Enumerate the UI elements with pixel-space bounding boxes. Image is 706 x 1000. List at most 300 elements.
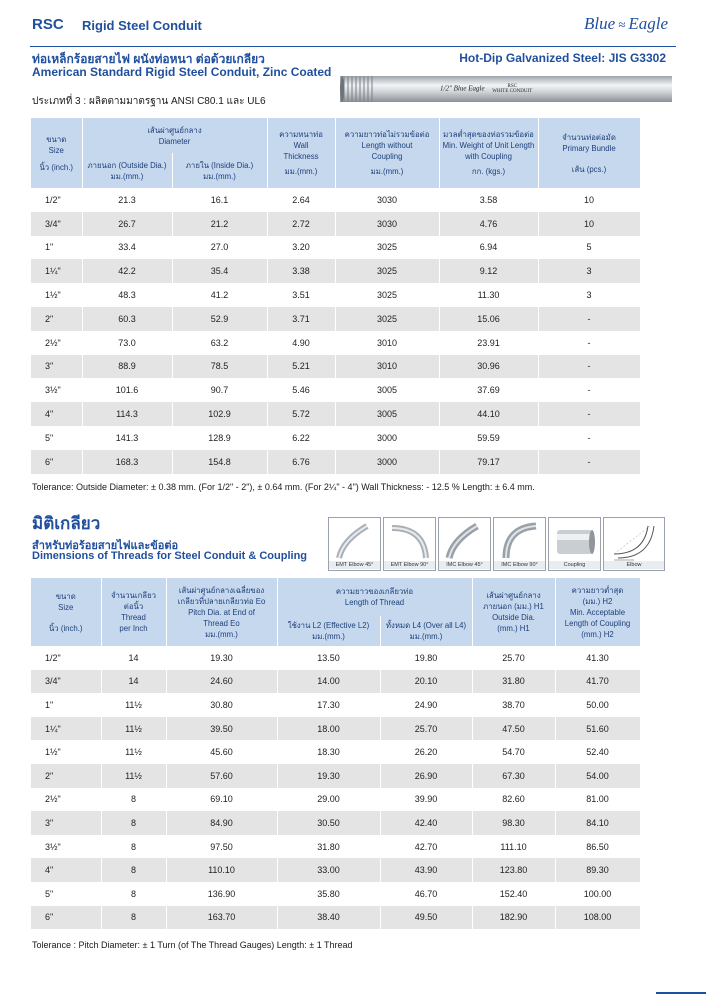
thread-header-pitch <box>166 578 277 646</box>
size-cell: 3/4" <box>31 212 82 236</box>
value-cell: 78.5 <box>172 355 267 379</box>
value-cell: 46.70 <box>380 882 472 906</box>
value-cell: 27.0 <box>172 236 267 260</box>
table-row <box>31 355 640 379</box>
value-cell: 8 <box>101 906 166 930</box>
value-cell: 3 <box>538 259 640 283</box>
table-row <box>31 764 640 788</box>
thread-header-effective-unit: มม.(mm.) <box>312 632 345 641</box>
fitting-emt-elbow-90 <box>383 517 436 571</box>
header-outside-dia-unit: มม.(mm.) <box>110 171 144 181</box>
thread-header-size <box>31 578 101 646</box>
title-thai: ท่อเหล็กร้อยสายไฟ ผนังท่อหนา ต่อด้วยเกลียว <box>32 52 265 66</box>
value-cell: 33.4 <box>82 236 172 260</box>
value-cell: 21.3 <box>82 188 172 212</box>
thread-header-minlen-th2: (มม.) H2 <box>582 596 613 606</box>
value-cell: 8 <box>101 858 166 882</box>
value-cell: 39.90 <box>380 788 472 812</box>
value-cell: 30.50 <box>277 811 380 835</box>
value-cell: 31.80 <box>277 835 380 859</box>
value-cell: - <box>538 307 640 331</box>
value-cell: 11½ <box>101 764 166 788</box>
size-cell: 1/2" <box>31 646 101 670</box>
logo-word-left: Blue <box>584 14 616 33</box>
header-wall-unit: มม.(mm.) <box>284 167 318 176</box>
thread-header-length-th: ความยาวของเกลียวท่อ <box>335 587 414 596</box>
size-cell: 1/2" <box>31 188 82 212</box>
value-cell: 8 <box>101 835 166 859</box>
value-cell: 57.60 <box>166 764 277 788</box>
value-cell: 3000 <box>335 450 439 474</box>
size-cell: 1½" <box>31 740 101 764</box>
size-cell: 2" <box>31 307 82 331</box>
pipe-marking-code-block <box>492 84 532 94</box>
value-cell: 111.10 <box>472 835 555 859</box>
page-corner-mark <box>656 992 706 994</box>
fitting-label: EMT Elbow 90° <box>384 561 435 569</box>
fitting-imc-elbow-45 <box>438 517 491 571</box>
table-row <box>31 717 640 741</box>
thread-tolerance: Tolerance : Pitch Diameter: ± 1 Turn (of The Thread Gauges) Length: ± 1 Thread <box>32 940 353 950</box>
table-row <box>31 740 640 764</box>
thread-header-minlen-th1: ความยาวต่ำสุด <box>571 585 624 595</box>
thread-header-size-unit: นิ้ว (inch.) <box>48 623 83 633</box>
value-cell: 38.40 <box>277 906 380 930</box>
thread-header-minlen-en1: Min. Acceptable <box>569 607 626 617</box>
value-cell: 30.96 <box>439 355 538 379</box>
thread-header-tpi <box>101 578 166 646</box>
header-inside-dia <box>172 153 267 188</box>
fitting-emt-elbow-45 <box>328 517 381 571</box>
value-cell: 42.40 <box>380 811 472 835</box>
value-cell: 18.00 <box>277 717 380 741</box>
elbow-45-icon <box>439 518 490 562</box>
value-cell: 11½ <box>101 717 166 741</box>
thread-header-pitch-en1: Pitch Dia. at End of <box>188 607 255 617</box>
size-cell: 4" <box>31 858 101 882</box>
value-cell: 45.60 <box>166 740 277 764</box>
value-cell: 26.7 <box>82 212 172 236</box>
value-cell: 20.10 <box>380 670 472 694</box>
fitting-coupling <box>548 517 601 571</box>
value-cell: 11½ <box>101 740 166 764</box>
value-cell: 98.30 <box>472 811 555 835</box>
header-wall-en1: Wall <box>293 141 309 150</box>
elbow-diagram-icon <box>604 518 664 562</box>
thread-subtitle-thai: สำหรับท่อร้อยสายไฟและข้อต่อ <box>32 540 179 552</box>
value-cell: 52.40 <box>555 740 640 764</box>
value-cell: 3.58 <box>439 188 538 212</box>
value-cell: 5.72 <box>267 402 335 426</box>
header-inside-dia-unit: มม.(mm.) <box>203 171 236 181</box>
value-cell: 102.9 <box>172 402 267 426</box>
thread-header-pitch-unit: มม.(mm.) <box>205 629 238 639</box>
value-cell: 33.00 <box>277 858 380 882</box>
table-row <box>31 693 640 717</box>
value-cell: 11½ <box>101 693 166 717</box>
value-cell: 128.9 <box>172 426 267 450</box>
thread-header-tpi-en2: per Inch <box>119 624 148 633</box>
value-cell: 25.70 <box>380 717 472 741</box>
value-cell: 67.30 <box>472 764 555 788</box>
value-cell: 63.2 <box>172 331 267 355</box>
fitting-elbow-diagram <box>603 517 665 571</box>
header-weight-en1: Min. Weight of Unit Length <box>442 141 535 150</box>
value-cell: 2.64 <box>267 188 335 212</box>
value-cell: 81.00 <box>555 788 640 812</box>
thread-subtitle-english: Dimensions of Threads for Steel Conduit & Coupling <box>32 550 308 562</box>
value-cell: 3010 <box>335 355 439 379</box>
thread-header-tpi-th1: จำนวนเกลียว <box>110 591 157 600</box>
size-cell: 5" <box>31 426 82 450</box>
thread-header-pitch-en2: Thread Eo <box>203 618 240 628</box>
logo-word-right: Eagle <box>628 14 668 33</box>
thread-section-title: มิติเกลียว <box>32 514 101 533</box>
value-cell: 3.38 <box>267 259 335 283</box>
header-diameter-en: Diameter <box>158 136 191 146</box>
value-cell: 8 <box>101 811 166 835</box>
value-cell: 37.69 <box>439 378 538 402</box>
value-cell: 9.12 <box>439 259 538 283</box>
value-cell: 25.70 <box>472 646 555 670</box>
thread-header-overall <box>380 616 472 646</box>
value-cell: 123.80 <box>472 858 555 882</box>
size-cell: 1½" <box>31 283 82 307</box>
value-cell: 39.50 <box>166 717 277 741</box>
size-cell: 5" <box>31 882 101 906</box>
value-cell: 136.90 <box>166 882 277 906</box>
material-standard: Hot-Dip Galvanized Steel: JIS G3302 <box>459 51 666 65</box>
pipe-marking-desc: WHITE CONDUIT <box>492 89 533 94</box>
pipe-marking <box>440 84 532 94</box>
value-cell: 49.50 <box>380 906 472 930</box>
table-row <box>31 426 640 450</box>
value-cell: 52.9 <box>172 307 267 331</box>
value-cell: 29.00 <box>277 788 380 812</box>
table-row <box>31 858 640 882</box>
thread-header-overall-unit: มม.(mm.) <box>409 632 443 641</box>
value-cell: 97.50 <box>166 835 277 859</box>
header-weight-en2: with Coupling <box>465 152 512 161</box>
product-name: Rigid Steel Conduit <box>82 18 202 33</box>
value-cell: 23.91 <box>439 331 538 355</box>
value-cell: 141.3 <box>82 426 172 450</box>
conduit-spec-table <box>31 118 641 474</box>
value-cell: 5.46 <box>267 378 335 402</box>
value-cell: 69.10 <box>166 788 277 812</box>
header-inside-dia-label: ภายใน (Inside Dia.) <box>185 160 254 170</box>
thread-header-length <box>277 578 472 616</box>
value-cell: 10 <box>538 212 640 236</box>
value-cell: 54.70 <box>472 740 555 764</box>
value-cell: 4.90 <box>267 331 335 355</box>
value-cell: 42.70 <box>380 835 472 859</box>
value-cell: 101.6 <box>82 378 172 402</box>
value-cell: 3025 <box>335 259 439 283</box>
eagle-icon: ≈ <box>618 17 626 32</box>
fittings-gallery <box>328 517 673 571</box>
value-cell: 35.80 <box>277 882 380 906</box>
thread-header-minlen <box>555 578 640 646</box>
table-row <box>31 646 640 670</box>
value-cell: 14 <box>101 646 166 670</box>
value-cell: 84.90 <box>166 811 277 835</box>
size-cell: 1" <box>31 693 101 717</box>
header-wall-en2: Thickness <box>283 152 319 161</box>
header-weight <box>439 118 538 188</box>
value-cell: 21.2 <box>172 212 267 236</box>
value-cell: 3030 <box>335 212 439 236</box>
title-english: American Standard Rigid Steel Conduit, Zinc Coated <box>32 65 332 79</box>
thread-header-pitch-th1: เส้นผ่าศูนย์กลางเฉลี่ยของ <box>178 585 265 595</box>
table-row <box>31 402 640 426</box>
value-cell: 3005 <box>335 378 439 402</box>
value-cell: 13.50 <box>277 646 380 670</box>
header-outside-dia <box>82 153 172 188</box>
elbow-90-icon <box>494 518 545 562</box>
table-row <box>31 259 640 283</box>
value-cell: 163.70 <box>166 906 277 930</box>
category-note: ประเภทที่ 3 : ผลิตตามมาตรฐาน ANSI C80.1 และ UL6 <box>32 96 266 107</box>
value-cell: 38.70 <box>472 693 555 717</box>
header-length-th: ความยาวท่อไม่รวมข้อต่อ <box>344 130 430 139</box>
value-cell: 3010 <box>335 331 439 355</box>
fitting-label: Coupling <box>549 561 600 569</box>
table-row <box>31 236 640 260</box>
value-cell: 44.10 <box>439 402 538 426</box>
elbow-45-icon <box>329 518 380 562</box>
table-row <box>31 378 640 402</box>
header-diameter-th: เส้นผ่าศูนย์กลาง <box>147 125 202 135</box>
value-cell: 90.7 <box>172 378 267 402</box>
size-cell: 2½" <box>31 788 101 812</box>
size-cell: 1" <box>31 236 82 260</box>
table-row <box>31 670 640 694</box>
value-cell: 182.90 <box>472 906 555 930</box>
header-size-en: Size <box>48 145 64 155</box>
value-cell: 26.20 <box>380 740 472 764</box>
brand-logo <box>584 14 668 34</box>
table-row <box>31 307 640 331</box>
value-cell: 86.50 <box>555 835 640 859</box>
value-cell: 59.59 <box>439 426 538 450</box>
thread-header-size-en: Size <box>58 602 74 612</box>
value-cell: 19.80 <box>380 646 472 670</box>
value-cell: 17.30 <box>277 693 380 717</box>
table-row <box>31 212 640 236</box>
thread-header-effective-label: ใช้งาน L2 (Effective L2) <box>287 621 370 630</box>
value-cell: - <box>538 426 640 450</box>
value-cell: 41.2 <box>172 283 267 307</box>
thread-header-od-th2: ภายนอก (มม.) H1 <box>483 602 544 611</box>
value-cell: 4.76 <box>439 212 538 236</box>
header-length-en1: Length without <box>361 141 413 150</box>
value-cell: 3025 <box>335 307 439 331</box>
size-cell: 3" <box>31 355 82 379</box>
header-wall <box>267 118 335 188</box>
fitting-imc-elbow-90 <box>493 517 546 571</box>
header-wall-th: ความหนาท่อ <box>279 130 323 139</box>
value-cell: 10 <box>538 188 640 212</box>
table-row <box>31 788 640 812</box>
thread-header-effective <box>277 616 380 646</box>
conduit-table-body <box>31 188 640 474</box>
pipe-marking-size: 1/2" <box>440 84 452 93</box>
value-cell: 5.21 <box>267 355 335 379</box>
value-cell: 82.60 <box>472 788 555 812</box>
table-row <box>31 331 640 355</box>
thread-header-size-th: ขนาด <box>55 591 76 601</box>
value-cell: 31.80 <box>472 670 555 694</box>
size-cell: 3" <box>31 811 101 835</box>
value-cell: - <box>538 402 640 426</box>
value-cell: 6.76 <box>267 450 335 474</box>
value-cell: 54.00 <box>555 764 640 788</box>
value-cell: 50.00 <box>555 693 640 717</box>
size-cell: 3/4" <box>31 670 101 694</box>
value-cell: 114.3 <box>82 402 172 426</box>
value-cell: 14 <box>101 670 166 694</box>
header-bundle-th: จำนวนท่อต่อมัด <box>562 132 616 142</box>
fitting-label: IMC Elbow 90° <box>494 561 545 569</box>
value-cell: 3005 <box>335 402 439 426</box>
size-cell: 3½" <box>31 835 101 859</box>
value-cell: 30.80 <box>166 693 277 717</box>
thread-header-length-en: Length of Thread <box>344 598 405 607</box>
value-cell: 89.30 <box>555 858 640 882</box>
value-cell: 24.60 <box>166 670 277 694</box>
header-diameter <box>82 118 267 153</box>
value-cell: 24.90 <box>380 693 472 717</box>
thread-header-od-en2: (mm.) H1 <box>497 624 530 633</box>
value-cell: 41.70 <box>555 670 640 694</box>
value-cell: 8 <box>101 882 166 906</box>
value-cell: 60.3 <box>82 307 172 331</box>
value-cell: - <box>538 450 640 474</box>
value-cell: 6.22 <box>267 426 335 450</box>
elbow-90-icon <box>384 518 435 562</box>
value-cell: 168.3 <box>82 450 172 474</box>
header-length <box>335 118 439 188</box>
fitting-label: Elbow <box>604 561 664 569</box>
pipe-marking-code: RSC <box>507 84 517 89</box>
value-cell: 3025 <box>335 283 439 307</box>
thread-header-tpi-en1: Thread <box>121 613 146 622</box>
value-cell: 51.60 <box>555 717 640 741</box>
table-row <box>31 882 640 906</box>
header-size-unit: นิ้ว (inch.) <box>39 162 74 172</box>
value-cell: 5 <box>538 236 640 260</box>
value-cell: 3.51 <box>267 283 335 307</box>
value-cell: - <box>538 378 640 402</box>
value-cell: 84.10 <box>555 811 640 835</box>
value-cell: 35.4 <box>172 259 267 283</box>
table-row <box>31 906 640 930</box>
value-cell: 19.30 <box>166 646 277 670</box>
thread-header-tpi-th2: ต่อนิ้ว <box>123 602 144 611</box>
value-cell: 41.30 <box>555 646 640 670</box>
header-weight-unit: กก. (kgs.) <box>471 167 506 176</box>
table-row <box>31 283 640 307</box>
thread-header-overall-label: ทั้งหมด L4 (Over all L4) <box>385 621 467 630</box>
value-cell: 73.0 <box>82 331 172 355</box>
value-cell: 3030 <box>335 188 439 212</box>
conduit-tolerance: Tolerance: Outside Diameter: ± 0.38 mm. (For 1/2" - 2"), ± 0.64 mm. (For 2¼" - 4") Wall Thickness: - 12.5 % Length: ± 6.4 mm. <box>32 482 535 492</box>
thread-header-pitch-th2: เกลียวที่ปลายเกลียวท่อ Eo <box>177 596 266 606</box>
pipe-marking-brand: Blue Eagle <box>453 84 485 93</box>
size-cell: 4" <box>31 402 82 426</box>
fitting-label: EMT Elbow 45° <box>329 561 380 569</box>
thread-header-od-en1: Outside Dia. <box>492 613 535 622</box>
thread-header-minlen-en2: Length of Coupling <box>564 618 631 628</box>
value-cell: - <box>538 331 640 355</box>
value-cell: 3.20 <box>267 236 335 260</box>
value-cell: 79.17 <box>439 450 538 474</box>
size-cell: 6" <box>31 450 82 474</box>
table-row <box>31 811 640 835</box>
table-row <box>31 188 640 212</box>
value-cell: 47.50 <box>472 717 555 741</box>
value-cell: 11.30 <box>439 283 538 307</box>
size-cell: 3½" <box>31 378 82 402</box>
value-cell: 154.8 <box>172 450 267 474</box>
table-row <box>31 450 640 474</box>
fitting-label: IMC Elbow 45° <box>439 561 490 569</box>
header-bundle-en: Primary Bundle <box>562 143 616 153</box>
size-cell: 1¼" <box>31 259 82 283</box>
thread-header-minlen-en3: (mm.) H2 <box>581 629 614 639</box>
value-cell: 19.30 <box>277 764 380 788</box>
value-cell: 3.71 <box>267 307 335 331</box>
value-cell: 3025 <box>335 236 439 260</box>
thread-header-od-th1: เส้นผ่าศูนย์กลาง <box>486 591 541 600</box>
value-cell: 88.9 <box>82 355 172 379</box>
value-cell: 152.40 <box>472 882 555 906</box>
header-size-th: ขนาด <box>46 134 67 144</box>
header-bundle-unit: เส้น (pcs.) <box>571 164 607 174</box>
value-cell: 15.06 <box>439 307 538 331</box>
table-row <box>31 835 640 859</box>
header-outside-dia-label: ภายนอก (Outside Dia.) <box>87 160 167 170</box>
thread-dimension-table <box>31 578 641 929</box>
size-cell: 1¼" <box>31 717 101 741</box>
header-bundle <box>538 118 640 188</box>
value-cell: 14.00 <box>277 670 380 694</box>
header-length-en2: Coupling <box>371 152 403 161</box>
size-cell: 2½" <box>31 331 82 355</box>
value-cell: 43.90 <box>380 858 472 882</box>
size-cell: 2" <box>31 764 101 788</box>
value-cell: 42.2 <box>82 259 172 283</box>
value-cell: 48.3 <box>82 283 172 307</box>
value-cell: 16.1 <box>172 188 267 212</box>
value-cell: 100.00 <box>555 882 640 906</box>
coupling-icon <box>549 518 600 562</box>
value-cell: 26.90 <box>380 764 472 788</box>
value-cell: 108.00 <box>555 906 640 930</box>
value-cell: 110.10 <box>166 858 277 882</box>
thread-table-body <box>31 646 640 929</box>
header-size <box>31 118 82 188</box>
header-weight-th: มวลต่ำสุดของท่อรวมข้อต่อ <box>443 130 534 139</box>
value-cell: - <box>538 355 640 379</box>
value-cell: 6.94 <box>439 236 538 260</box>
value-cell: 3 <box>538 283 640 307</box>
header-length-unit: มม.(mm.) <box>370 167 404 176</box>
value-cell: 8 <box>101 788 166 812</box>
value-cell: 18.30 <box>277 740 380 764</box>
thread-header-od <box>472 578 555 646</box>
